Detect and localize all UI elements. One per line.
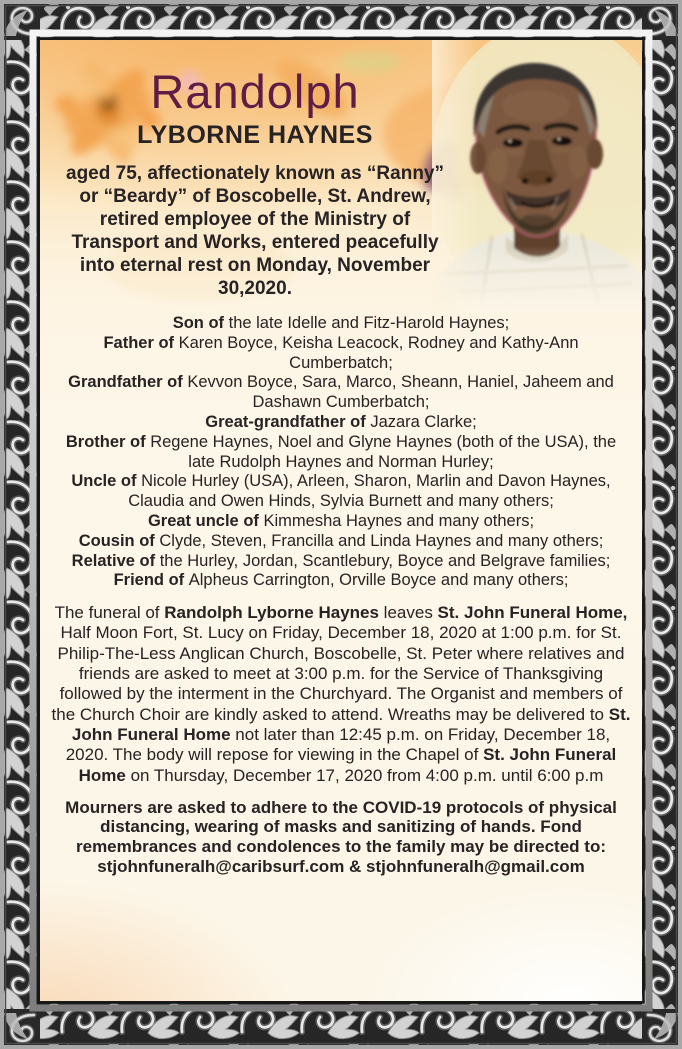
deceased-first-name: Randolph <box>150 65 360 118</box>
relation-label: Grandfather of <box>68 373 188 392</box>
family-list <box>65 314 617 591</box>
text-segment: leaves <box>378 603 438 623</box>
family-line: Cousin of Clyde, Steven, Francilla and Linda Haynes and many others; <box>78 531 604 550</box>
relation-label: Uncle of <box>71 472 142 491</box>
relation-label: Relative of <box>71 551 160 570</box>
text-segment: not later than 12:45 p.m. on Friday, December 18, 2020. The body will repose for viewing in the Chapel of <box>65 724 611 765</box>
bold-segment: Randolph Lyborne Haynes <box>164 603 379 623</box>
relation-label: Brother of <box>65 432 151 451</box>
covid-paragraph: Mourners are asked to adhere to the COVID-19 protocols of physical distancing, wearing of masks and sanitizing of hands. Fond remembrances and condolences to the family may be directed to: stjohnfuneralh@caribsurf.com & stjohnfuneralh@gmail.com <box>65 797 617 876</box>
family-line: Uncle of Nicole Hurley (USA), Arleen, Sharon, Marlin and Davon Haynes, Claudia and Owen Hinds, Sylvia Burnett and many others; <box>71 472 611 511</box>
family-line: Brother of Regene Haynes, Noel and Glyne Haynes (both of the USA), the late Rudolph Haynes and Norman Hurley; <box>65 432 617 471</box>
text-segment: on Thursday, December 17, 2020 from 4:00 p.m. until 6:00 p.m <box>125 765 604 785</box>
text-segment: The funeral of <box>54 603 165 623</box>
relation-label: Great uncle of <box>147 511 264 530</box>
card-content <box>40 40 642 1001</box>
family-line: Father of Karen Boyce, Keisha Leacock, Rodney and Kathy-Ann Cumberbatch; <box>103 333 579 372</box>
funeral-paragraph <box>49 603 633 786</box>
relation-label: Cousin of <box>78 531 160 550</box>
family-line: Grandfather of Kevvon Boyce, Sara, Marco, Sheann, Haniel, Jaheem and Dashawn Cumberbatch; <box>68 373 614 412</box>
intro-paragraph: aged 75, affectionately known as “Ranny” or “Beardy” of Boscobelle, St. Andrew, retired employee of the Ministry of Transport and Works, entered peacefully into eternal rest on Monday, November 30,2020. <box>66 163 444 299</box>
deceased-surname: LYBORNE HAYNES <box>137 121 373 149</box>
family-line: Friend of Alpheus Carrington, Orville Boyce and many others; <box>113 571 569 590</box>
relation-label: Son of <box>172 314 229 332</box>
bold-segment: St. John Funeral Home <box>78 745 617 785</box>
family-line: Great uncle of Kimmesha Haynes and many others; <box>147 511 535 530</box>
relation-label: Great-grandfather of <box>205 412 371 431</box>
text-segment: Half Moon Fort, St. Lucy on Friday, December 18, 2020 at 1:00 p.m. for St. Philip-The-Less Anglican Church, Boscobelle, St. Peter where relatives and friends are asked to meet at 3:00 p.m. for the Service of Thanksgiving followed by the interment in the Churchyard. The Organist and members of the Church Choir are kindly asked to attend. Wreaths may be delivered to <box>51 623 625 724</box>
relation-label: Friend of <box>113 571 189 590</box>
family-line: Great-grandfather of Jazara Clarke; <box>205 412 477 431</box>
header <box>40 40 470 300</box>
relation-label: Father of <box>103 333 179 352</box>
family-line: Son of the late Idelle and Fitz-Harold Haynes; <box>172 314 510 332</box>
bold-segment: St. John Funeral Home, <box>437 603 628 623</box>
family-line: Relative of the Hurley, Jordan, Scantlebury, Boyce and Belgrave families; <box>71 551 611 570</box>
bold-segment: St. John Funeral Home <box>71 704 631 744</box>
